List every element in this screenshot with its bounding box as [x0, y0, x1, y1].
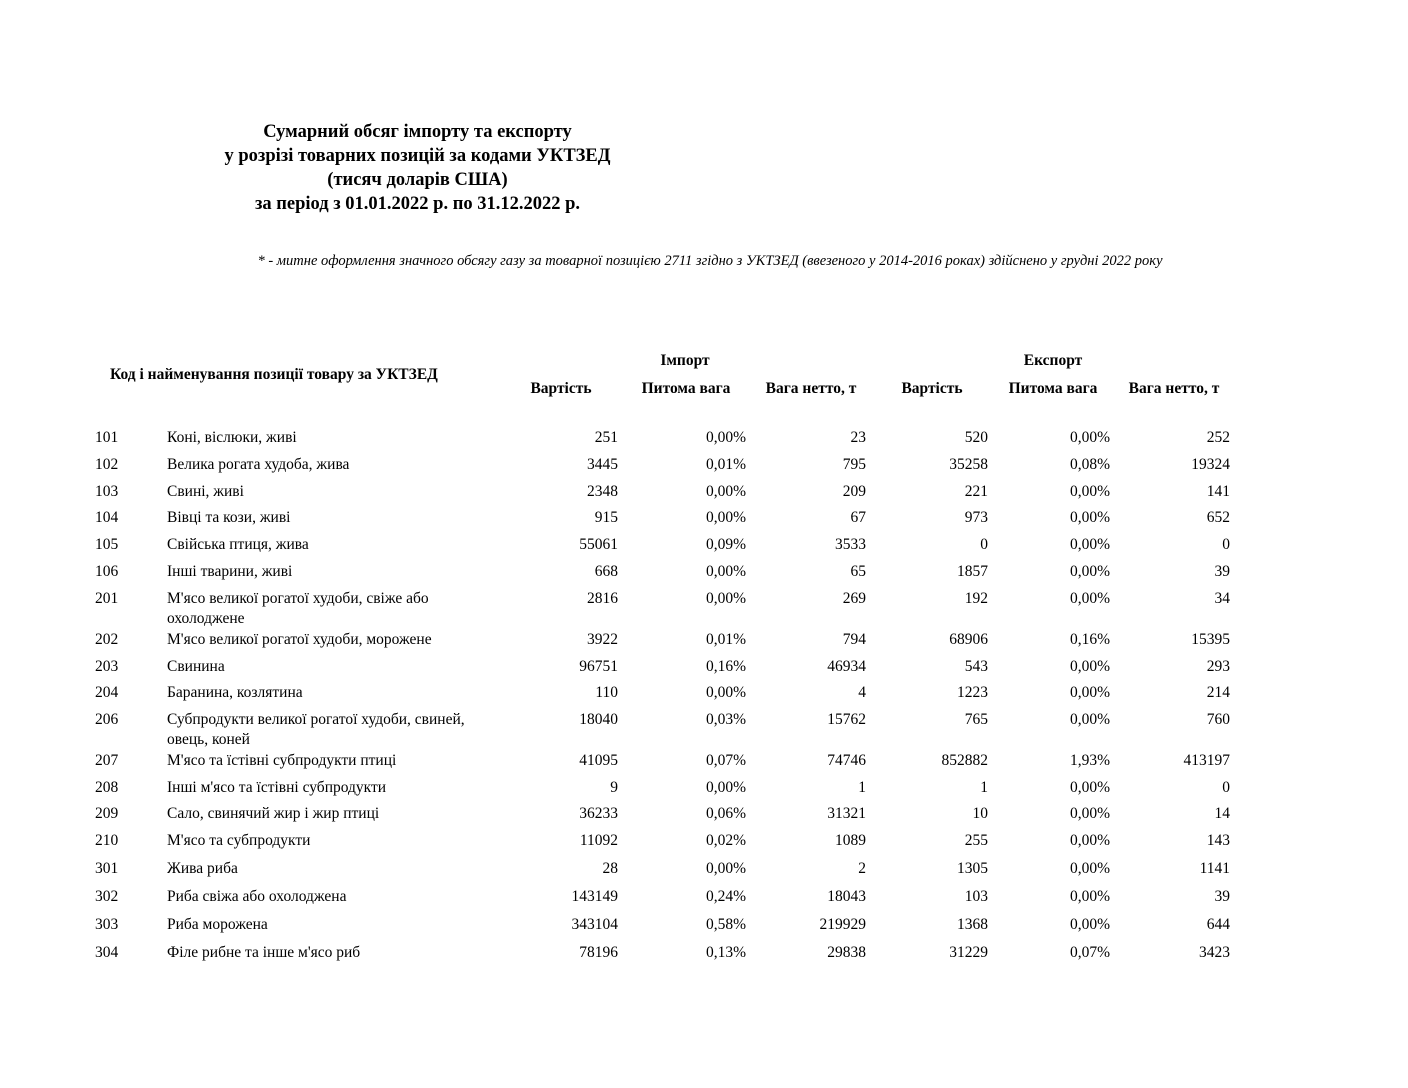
export-weight-cell: 252 [1206, 429, 1230, 446]
import-weight-cell: 74746 [827, 752, 866, 769]
title-line-1: Сумарний обсяг імпорту та експорту [263, 122, 572, 142]
row-code: 204 [95, 684, 119, 701]
import-value-cell: 3445 [587, 456, 618, 473]
export-header: Експорт [1023, 352, 1083, 369]
row-code: 102 [95, 456, 119, 473]
import-weight-cell: 65 [850, 563, 866, 580]
export-weight-cell: 214 [1206, 684, 1230, 701]
export-share-cell: 0,16% [1069, 631, 1110, 648]
import-share-cell: 0,02% [705, 832, 746, 849]
row-name: Свинина [167, 658, 225, 675]
export-weight-cell: 652 [1206, 509, 1230, 526]
row-name: Інші м'ясо та їстівні субпродукти [167, 779, 387, 796]
export-weight-header: Вага нетто, т [1128, 380, 1220, 397]
export-value-cell: 1368 [957, 916, 988, 933]
import-value-cell: 41095 [579, 752, 618, 769]
row-code: 303 [95, 916, 119, 933]
import-weight-cell: 4 [858, 684, 866, 701]
export-share-cell: 0,00% [1069, 590, 1110, 607]
import-share-cell: 0,00% [705, 779, 746, 796]
export-value-cell: 1223 [957, 684, 988, 701]
code-name-header: Код і найменування позиції товару за УКТЗЕД [110, 366, 438, 383]
row-code: 101 [95, 429, 119, 446]
import-weight-cell: 2 [858, 860, 866, 877]
row-code: 201 [95, 590, 119, 607]
import-value-cell: 96751 [579, 658, 618, 675]
row-code: 304 [95, 944, 119, 961]
import-share-cell: 0,16% [705, 658, 746, 675]
import-share-cell: 0,00% [705, 590, 746, 607]
row-code: 106 [95, 563, 119, 580]
export-weight-cell: 0 [1222, 536, 1230, 553]
title-line-2: у розрізі товарних позицій за кодами УКТЗЕД [224, 146, 611, 166]
row-code: 202 [95, 631, 119, 648]
export-share-cell: 0,00% [1069, 779, 1110, 796]
row-code: 301 [95, 860, 119, 877]
row-code: 209 [95, 805, 119, 822]
import-value-cell: 2348 [587, 483, 618, 500]
export-weight-cell: 34 [1214, 590, 1230, 607]
import-weight-cell: 15762 [827, 711, 866, 728]
export-weight-cell: 760 [1206, 711, 1230, 728]
row-code: 103 [95, 483, 119, 500]
export-value-cell: 852882 [941, 752, 988, 769]
export-weight-cell: 14 [1214, 805, 1230, 822]
import-value-cell: 915 [594, 509, 618, 526]
footnote: * - митне оформлення значного обсягу газу за товарної позицією 2711 згідно з УКТЗЕД (ввезеного у 2014-2016 роках) здійснено у грудні 2022 року [257, 253, 1163, 269]
table-row [0, 710, 1408, 750]
import-weight-cell: 1 [858, 779, 866, 796]
import-value-cell: 668 [594, 563, 618, 580]
import-value-cell: 11092 [579, 832, 618, 849]
title-line-4: за період з 01.01.2022 р. по 31.12.2022 р. [254, 194, 581, 214]
table-row [0, 589, 1408, 629]
import-share-cell: 0,24% [705, 888, 746, 905]
export-value-cell: 0 [980, 536, 988, 553]
export-share-cell: 0,00% [1069, 860, 1110, 877]
import-value-cell: 343104 [571, 916, 618, 933]
export-share-cell: 0,00% [1069, 888, 1110, 905]
export-share-cell: 0,00% [1069, 429, 1110, 446]
import-value-cell: 55061 [579, 536, 618, 553]
import-value-cell: 9 [610, 779, 618, 796]
export-value-cell: 255 [964, 832, 988, 849]
export-value-cell: 10 [972, 805, 988, 822]
export-share-cell: 0,00% [1069, 536, 1110, 553]
import-weight-cell: 269 [842, 590, 866, 607]
export-value-cell: 1 [980, 779, 988, 796]
import-weight-cell: 46934 [827, 658, 866, 675]
row-code: 207 [95, 752, 119, 769]
import-share-cell: 0,07% [705, 752, 746, 769]
export-share-cell: 0,00% [1069, 832, 1110, 849]
export-weight-cell: 19324 [1191, 456, 1230, 473]
row-name: М'ясо та субпродукти [167, 832, 311, 849]
import-weight-cell: 31321 [827, 805, 866, 822]
import-weight-cell: 18043 [827, 888, 866, 905]
import-weight-cell: 23 [850, 429, 866, 446]
row-name: М'ясо та їстівні субпродукти птиці [167, 752, 397, 769]
import-share-cell: 0,58% [705, 916, 746, 933]
import-share-cell: 0,00% [705, 483, 746, 500]
export-weight-cell: 15395 [1191, 631, 1230, 648]
import-share-cell: 0,00% [705, 684, 746, 701]
export-share-cell: 0,07% [1069, 944, 1110, 961]
table-row [0, 943, 1408, 983]
row-code: 105 [95, 536, 119, 553]
export-value-cell: 192 [964, 590, 988, 607]
row-name: Велика рогата худоба, жива [167, 456, 350, 473]
import-share-cell: 0,00% [705, 509, 746, 526]
export-value-header: Вартість [901, 380, 963, 397]
export-weight-cell: 143 [1206, 832, 1230, 849]
import-value-cell: 2816 [587, 590, 618, 607]
export-weight-cell: 1141 [1199, 860, 1230, 877]
import-share-header: Питома вага [641, 380, 731, 397]
export-share-cell: 0,00% [1069, 805, 1110, 822]
export-weight-cell: 3423 [1199, 944, 1230, 961]
export-share-cell: 0,00% [1069, 563, 1110, 580]
row-name: Субпродукти великої рогатої худоби, свиней, овець, коней [167, 711, 465, 748]
export-weight-cell: 644 [1206, 916, 1230, 933]
export-share-cell: 0,00% [1069, 711, 1110, 728]
export-share-cell: 1,93% [1069, 752, 1110, 769]
import-share-cell: 0,01% [705, 456, 746, 473]
import-value-cell: 110 [595, 684, 618, 701]
export-value-cell: 543 [964, 658, 988, 675]
row-name: Свині, живі [167, 483, 244, 500]
import-weight-cell: 209 [842, 483, 866, 500]
row-name: Інші тварини, живі [167, 563, 293, 580]
import-value-cell: 3922 [587, 631, 618, 648]
row-code: 206 [95, 711, 119, 728]
import-share-cell: 0,03% [705, 711, 746, 728]
export-share-cell: 0,00% [1069, 509, 1110, 526]
import-weight-cell: 795 [842, 456, 866, 473]
export-value-cell: 31229 [949, 944, 988, 961]
row-name: Жива риба [167, 860, 238, 877]
import-weight-cell: 219929 [819, 916, 866, 933]
import-value-cell: 18040 [579, 711, 618, 728]
import-value-cell: 28 [602, 860, 618, 877]
row-code: 104 [95, 509, 119, 526]
export-share-cell: 0,00% [1069, 658, 1110, 675]
row-name: Риба свіжа або охолоджена [167, 888, 347, 905]
row-name: Риба морожена [167, 916, 268, 933]
row-name: М'ясо великої рогатої худоби, свіже або охолоджене [167, 590, 429, 627]
export-value-cell: 221 [964, 483, 988, 500]
import-share-cell: 0,06% [705, 805, 746, 822]
import-share-cell: 0,01% [705, 631, 746, 648]
row-code: 210 [95, 832, 119, 849]
row-name: Свійська птиця, жива [167, 536, 309, 553]
row-name: Сало, свинячий жир і жир птиці [167, 805, 380, 822]
import-value-cell: 36233 [579, 805, 618, 822]
import-share-cell: 0,09% [705, 536, 746, 553]
export-share-cell: 0,00% [1069, 916, 1110, 933]
export-share-header: Питома вага [1008, 380, 1098, 397]
row-name: Вівці та кози, живі [167, 509, 291, 526]
export-weight-cell: 39 [1214, 563, 1230, 580]
export-value-cell: 1305 [957, 860, 988, 877]
import-share-cell: 0,00% [705, 860, 746, 877]
row-name: Баранина, козлятина [167, 684, 303, 701]
row-code: 302 [95, 888, 119, 905]
export-weight-cell: 39 [1214, 888, 1230, 905]
row-name: М'ясо великої рогатої худоби, морожене [167, 631, 432, 648]
export-share-cell: 0,08% [1069, 456, 1110, 473]
export-value-cell: 1857 [957, 563, 988, 580]
import-weight-cell: 1089 [835, 832, 866, 849]
import-header: Імпорт [660, 352, 710, 369]
import-value-header: Вартість [530, 380, 592, 397]
export-weight-cell: 0 [1222, 779, 1230, 796]
export-value-cell: 103 [964, 888, 988, 905]
import-value-cell: 143149 [571, 888, 618, 905]
export-value-cell: 973 [964, 509, 988, 526]
import-weight-header: Вага нетто, т [765, 380, 857, 397]
import-weight-cell: 29838 [827, 944, 866, 961]
export-value-cell: 35258 [949, 456, 988, 473]
import-weight-cell: 794 [842, 631, 866, 648]
import-value-cell: 251 [594, 429, 618, 446]
export-weight-cell: 293 [1206, 658, 1230, 675]
export-value-cell: 68906 [949, 631, 988, 648]
export-value-cell: 520 [964, 429, 988, 446]
row-name: Філе рибне та інше м'ясо риб [167, 944, 361, 961]
import-share-cell: 0,00% [705, 429, 746, 446]
export-share-cell: 0,00% [1069, 684, 1110, 701]
import-share-cell: 0,00% [705, 563, 746, 580]
title-line-3: (тисяч доларів США) [327, 170, 508, 190]
export-weight-cell: 413197 [1183, 752, 1230, 769]
import-weight-cell: 67 [850, 509, 866, 526]
export-value-cell: 765 [964, 711, 988, 728]
row-code: 203 [95, 658, 119, 675]
export-weight-cell: 141 [1206, 483, 1230, 500]
import-value-cell: 78196 [579, 944, 618, 961]
export-share-cell: 0,00% [1069, 483, 1110, 500]
import-weight-cell: 3533 [835, 536, 866, 553]
row-name: Коні, віслюки, живі [167, 429, 297, 446]
import-share-cell: 0,13% [705, 944, 746, 961]
row-code: 208 [95, 779, 119, 796]
